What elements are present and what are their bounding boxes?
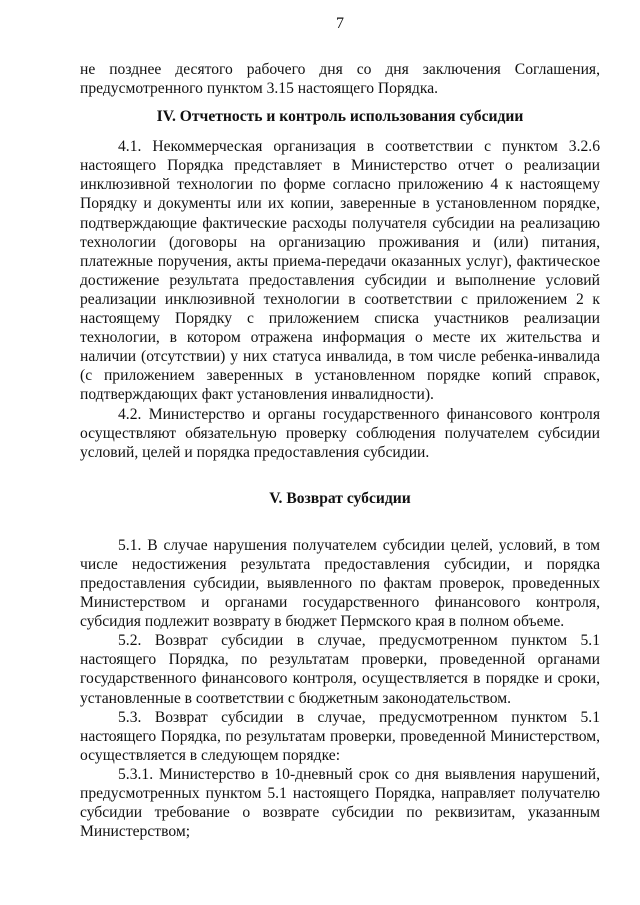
paragraph-5-3: 5.3. Возврат субсидии в случае, предусмотренном пунктом 5.1 настоящего Порядка, по результатам проверки, проведенной Министерством, осуществляется в следующем порядке:	[80, 708, 600, 764]
page-number: 7	[336, 15, 344, 32]
intro-paragraph: не позднее десятого рабочего дня со дня заключения Соглашения, предусмотренного пунктом 3.15 настоящего Порядка.	[80, 61, 600, 98]
document-page	[80, 14, 600, 841]
paragraph-5-2: 5.2. Возврат субсидии в случае, предусмотренном пунктом 5.1 настоящего Порядка, по результатам проверки, проведенной органами государственного финансового контроля, осуществляется в порядке и сроки, установленные в соответствии с бюджетным законодательством.	[80, 632, 600, 707]
paragraph-4-1: 4.1. Некоммерческая организация в соответствии с пунктом 3.2.6 настоящего Порядка представляет в Министерство отчет о реализации инклюзивной технологии по форме согласно приложению 4 к настоящему Порядку и документы или их копии, заверенные в установленном порядке, подтверждающие фактические расходы получателя субсидии на реализацию технологии (договоры на организацию проживания и (или) питания, платежные поручения, акты приема-передачи оказанных услуг), фактическое достижение результата предоставления субсидии и выполнение условий реализации инклюзивной технологии в соответствии с приложением 2 к настоящему Порядку с приложением списка участников реализации технологии, в котором отражена информация о месте их жительства и наличии (отсутствии) у них статуса инвалида, в том числе ребенка-инвалида (с приложением заверенных в установленном порядке копий справок, подтверждающих факт установления инвалидности).	[80, 138, 600, 404]
section-4-heading: IV. Отчетность и контроль использования субсидии	[156, 108, 524, 126]
section-5-heading: V. Возврат субсидии	[269, 489, 411, 507]
paragraph-5-3-1: 5.3.1. Министерство в 10-дневный срок со дня выявления нарушений, предусмотренных пунктом 5.1 настоящего Порядка, направляет получателю субсидии требование о возврате субсидии по реквизитам, указанным Министерством;	[80, 765, 600, 841]
paragraph-5-1: 5.1. В случае нарушения получателем субсидии целей, условий, в том числе недостижения результата предоставления субсидии, и порядка предоставления субсидии, выявленного по фактам проверок, проведенных Министерством и органами государственного финансового контроля, субсидия подлежит возврату в бюджет Пермского края в полном объеме.	[80, 536, 600, 631]
paragraph-4-2: 4.2. Министерство и органы государственного финансового контроля осуществляют обязательную проверку соблюдения получателем субсидии условий, целей и порядка предоставления субсидии.	[80, 405, 600, 461]
